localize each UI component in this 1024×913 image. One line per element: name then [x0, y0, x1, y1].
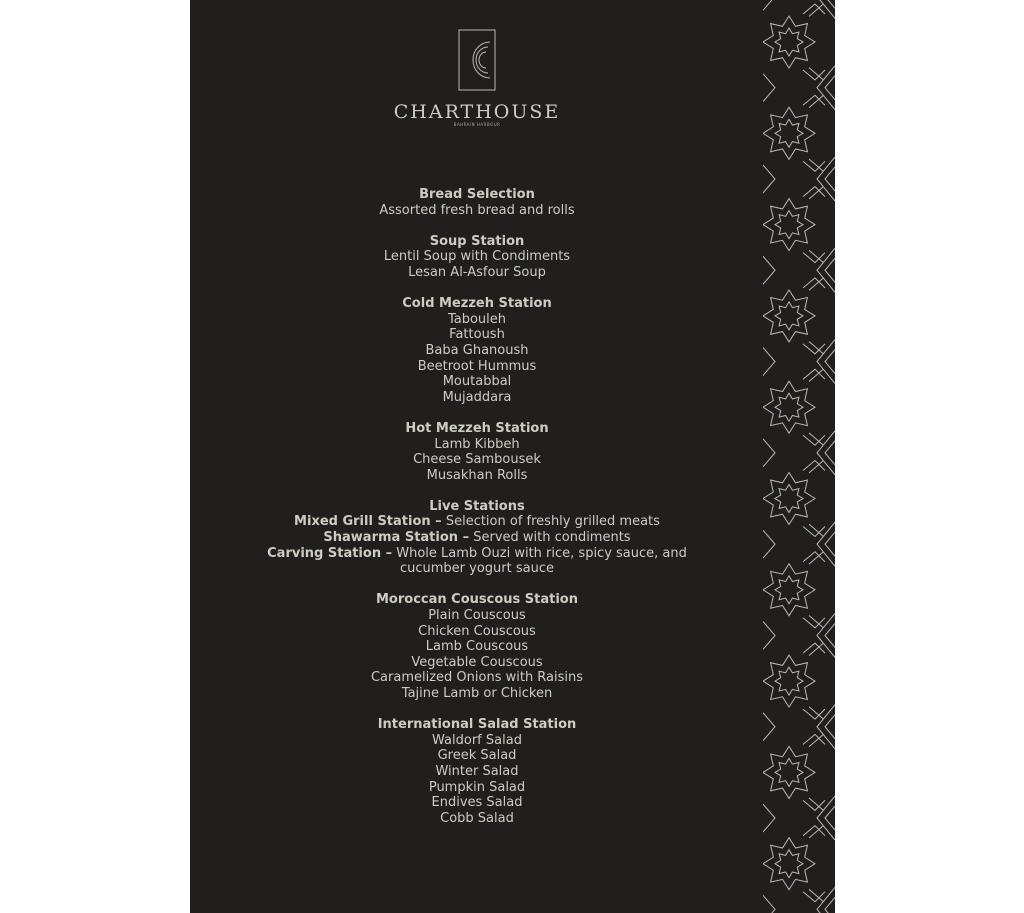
menu-item: [190, 546, 764, 577]
section-title: Hot Mezzeh Station: [405, 420, 549, 436]
menu-item: Vegetable Couscous: [411, 654, 543, 670]
menu-item: Fattoush: [449, 327, 505, 343]
carving-wrap: [267, 546, 687, 577]
menu-item: Musakhan Rolls: [426, 467, 528, 483]
brand-subtitle: BAHRAIN HARBOUR: [453, 122, 501, 127]
menu-item: Lamb Couscous: [425, 639, 529, 655]
section-title: Cold Mezzeh Station: [402, 296, 552, 312]
station-description: Whole Lamb Ouzi with rice, spicy sauce, and cucumber yogurt sauce: [396, 545, 687, 577]
soup-section: [190, 234, 764, 281]
geometric-pattern-icon: [763, 0, 835, 913]
menu-item: [190, 530, 764, 546]
charthouse-logo: [190, 28, 764, 128]
menu-item: Tabouleh: [447, 311, 507, 327]
menu-item: Cobb Salad: [440, 810, 514, 826]
live-stations-section: [190, 499, 764, 577]
station-name: Shawarma Station –: [323, 530, 470, 546]
section-title: Bread Selection: [419, 187, 535, 202]
menu-item: Lentil Soup with Condiments: [383, 249, 571, 265]
menu-item: Caramelized Onions with Raisins: [370, 670, 584, 686]
bread-section: [190, 187, 764, 218]
salad-section: [190, 717, 764, 826]
menu-item: Lamb Kibbeh: [434, 436, 520, 452]
section-title: Moroccan Couscous Station: [375, 592, 578, 608]
decorative-pattern-strip: [763, 0, 835, 913]
station-name: Carving Station –: [267, 545, 393, 561]
menu-item: Greek Salad: [437, 748, 517, 764]
menu-item: Beetroot Hummus: [417, 358, 537, 374]
logo-emblem-icon: [457, 28, 497, 92]
brand-name: CHARTHOUSE: [393, 101, 561, 123]
menu-content: [190, 187, 764, 842]
hot-mezzeh-section: [190, 421, 764, 483]
cold-mezzeh-section: [190, 296, 764, 405]
menu-item: Endives Salad: [431, 795, 523, 811]
menu-item: [190, 514, 764, 530]
menu-item: Lesan Al-Asfour Soup: [408, 264, 546, 280]
couscous-section: [190, 592, 764, 701]
section-title: Soup Station: [429, 233, 525, 249]
menu-item: Tajine Lamb or Chicken: [401, 686, 553, 701]
menu-item: Waldorf Salad: [432, 732, 522, 748]
menu-item: Chicken Couscous: [418, 623, 536, 639]
menu-item: Winter Salad: [435, 763, 519, 779]
station-description: Selection of freshly grilled meats: [445, 514, 660, 530]
menu-item: Cheese Sambousek: [413, 452, 541, 468]
menu-item: Pumpkin Salad: [428, 779, 526, 795]
menu-item: Moutabbal: [442, 374, 512, 390]
station-description: Served with condiments: [473, 530, 631, 546]
station-name: Mixed Grill Station –: [294, 514, 442, 530]
menu-page: [190, 0, 835, 913]
section-title: International Salad Station: [377, 717, 577, 733]
section-title: Live Stations: [429, 498, 525, 514]
menu-item: Assorted fresh bread and rolls: [379, 202, 575, 218]
menu-item: Plain Couscous: [428, 608, 526, 624]
menu-item: Baba Ghanoush: [425, 342, 529, 358]
menu-item: Mujaddara: [442, 389, 512, 405]
